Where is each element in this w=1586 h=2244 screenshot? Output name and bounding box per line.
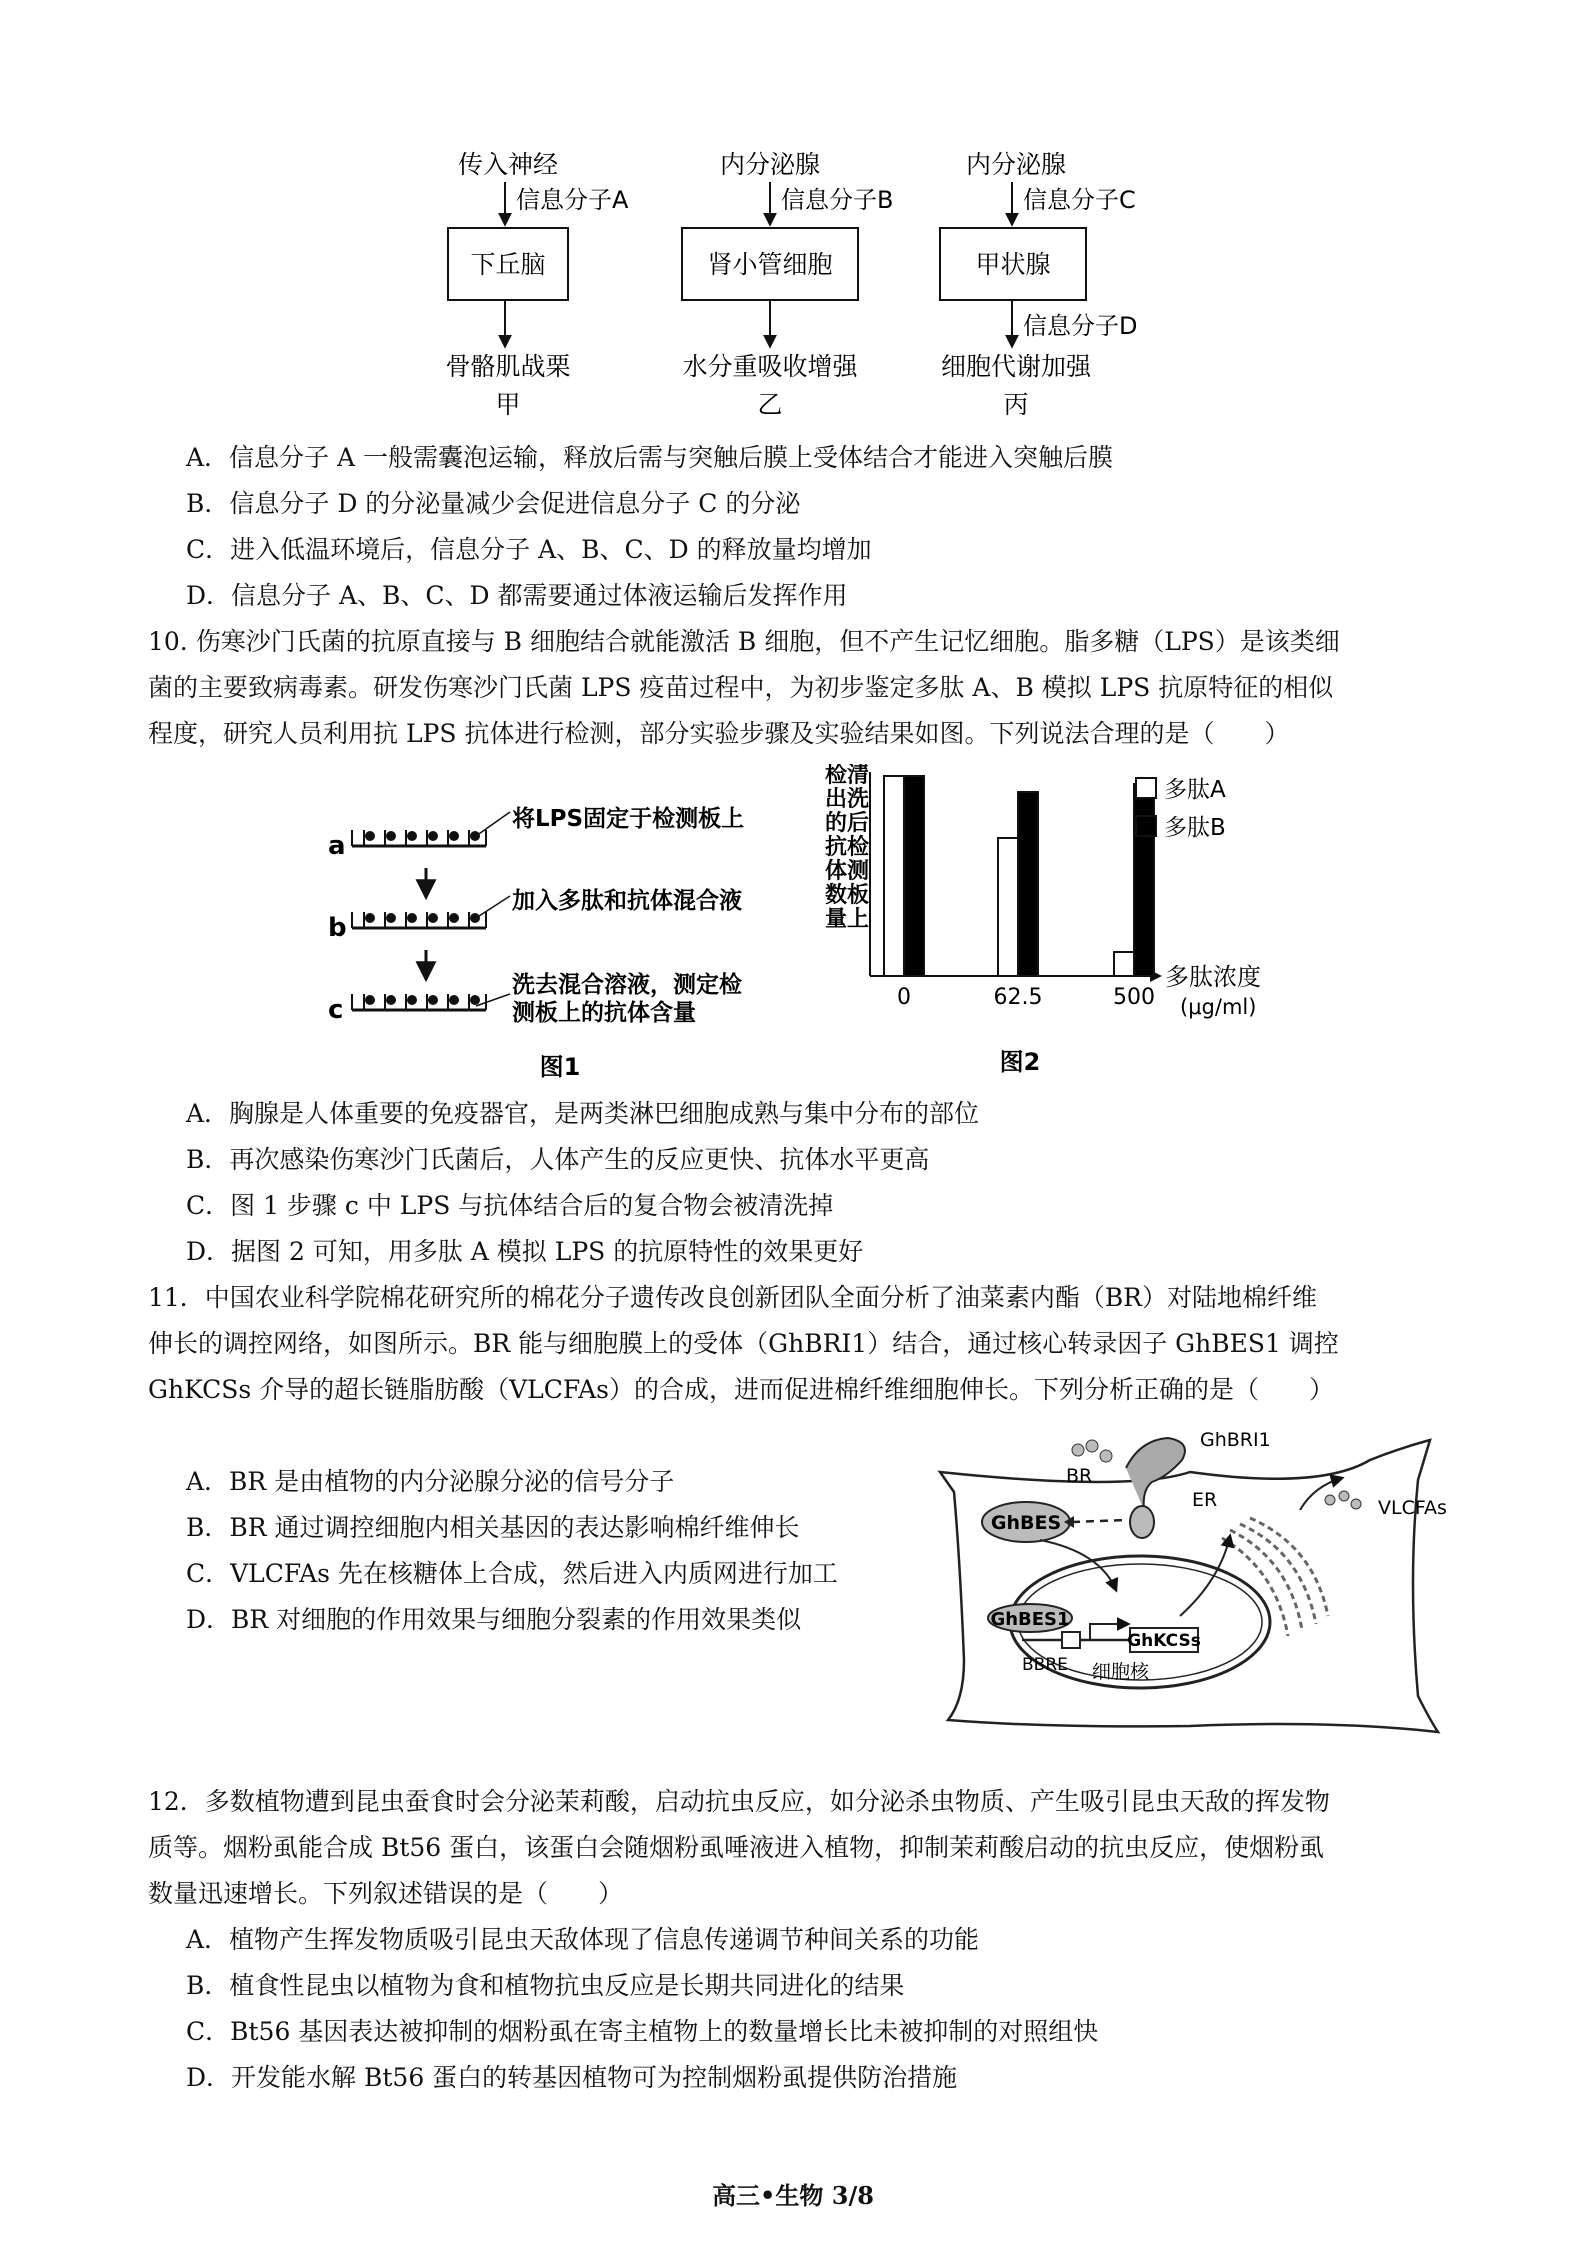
ghbes-label: GhBES <box>990 1512 1062 1534</box>
yi-source: 内分泌腺 <box>719 150 821 179</box>
jia-result: 骨骼肌战栗 <box>445 352 571 381</box>
bing-result: 细胞代谢加强 <box>940 352 1092 381</box>
q11-option-d[interactable]: D．BR 对细胞的作用效果与细胞分裂素的作用效果类似 <box>186 1605 802 1634</box>
q9-signal-diagram <box>400 140 1220 440</box>
chart-y-label <box>825 764 869 932</box>
svg-text:后: 后 <box>846 811 870 836</box>
svg-text:测: 测 <box>846 859 870 884</box>
q11-cell-diagram <box>930 1420 1470 1740</box>
q12-stem-line3: 数量迅速增长。下列叙述错误的是（ ） <box>148 1879 624 1908</box>
fig1-step-c-text2: 测板上的抗体含量 <box>512 1000 696 1026</box>
br-label: BR <box>1066 1465 1093 1487</box>
q12-option-d[interactable]: D．开发能水解 Bt56 蛋白的转基因植物可为控制烟粉虱提供防治措施 <box>186 2063 958 2092</box>
q11-stem-line3: GhKCSs 介导的超长链脂肪酸（VLCFAs）的合成，进而促进棉纤维细胞伸长。下列分析正确的是（ ） <box>148 1375 1334 1404</box>
q9-option-b[interactable]: B．信息分子 D 的分泌量减少会促进信息分子 C 的分泌 <box>186 489 801 518</box>
signal-d-label: 信息分子D <box>1023 312 1138 340</box>
chart-x-label: 多肽浓度 <box>1165 963 1261 991</box>
signal-c-label: 信息分子C <box>1023 186 1136 214</box>
fig2-caption: 图2 <box>999 1048 1041 1076</box>
svg-text:抗: 抗 <box>824 835 848 860</box>
svg-text:检: 检 <box>824 764 848 788</box>
svg-text:量: 量 <box>824 907 848 932</box>
q10-stem-line2: 菌的主要致病毒素。研发伤寒沙门氏菌 LPS 疫苗过程中，为初步鉴定多肽 A、B 模拟 LPS 抗原特征的相似 <box>148 673 1334 702</box>
bing-source: 内分泌腺 <box>965 150 1067 179</box>
bar-a-0 <box>884 776 904 976</box>
svg-text:数: 数 <box>824 883 848 908</box>
q10-stem-line3: 程度，研究人员利用抗 LPS 抗体进行检测，部分实验步骤及实验结果如图。下列说法合理的是（ ） <box>148 719 1290 748</box>
svg-text:洗: 洗 <box>846 787 870 812</box>
svg-text:的: 的 <box>824 811 848 836</box>
q10-option-b[interactable]: B．再次感染伤寒沙门氏菌后，人体产生的反应更快、抗体水平更高 <box>186 1145 930 1174</box>
bar-b-0 <box>904 776 924 976</box>
yi-result: 水分重吸收增强 <box>682 352 858 381</box>
q12-stem-line2: 质等。烟粉虱能合成 Bt56 蛋白，该蛋白会随烟粉虱唾液进入植物，抑制茉莉酸启动的抗虫反应，使烟粉虱 <box>148 1833 1325 1862</box>
thyroid-box: 甲状腺 <box>975 250 1051 279</box>
kidney-tubule-box: 肾小管细胞 <box>707 250 833 279</box>
q9-option-c[interactable]: C．进入低温环境后，信息分子 A、B、C、D 的释放量均增加 <box>186 535 872 564</box>
legend-label-0: 多肽A <box>1164 777 1226 803</box>
hypothalamus-box: 下丘脑 <box>470 250 546 279</box>
q11-stem-line2: 伸长的调控网络，如图所示。BR 能与细胞膜上的受体（GhBRI1）结合，通过核心转录因子 GhBES1 调控 <box>148 1329 1339 1358</box>
diagram-group-jia <box>445 150 629 419</box>
diagram-group-yi <box>682 150 893 419</box>
fig1-step-c-letter: c <box>328 995 344 1025</box>
fig1-caption: 图1 <box>539 1053 581 1080</box>
ghkcss-label: GhKCSs <box>1127 1631 1201 1651</box>
fig1-step-a-letter: a <box>328 831 346 861</box>
yi-label: 乙 <box>757 390 783 419</box>
legend-swatch-0 <box>1136 778 1156 798</box>
fig1-step-b-letter: b <box>328 913 347 943</box>
q10-option-c[interactable]: C．图 1 步骤 c 中 LPS 与抗体结合后的复合物会被清洗掉 <box>186 1191 834 1220</box>
q12-option-a[interactable]: A．植物产生挥发物质吸引昆虫天敌体现了信息传递调节种间关系的功能 <box>186 1925 980 1954</box>
q10-figure2-chart <box>810 764 1270 1080</box>
svg-text:出: 出 <box>824 787 848 812</box>
svg-text:清: 清 <box>846 764 870 788</box>
q11-option-b[interactable]: B．BR 通过调控细胞内相关基因的表达影响棉纤维伸长 <box>186 1513 800 1542</box>
bar-b-2 <box>1134 784 1154 976</box>
jia-source: 传入神经 <box>457 150 559 179</box>
x-tick-label: 62.5 <box>993 985 1043 1010</box>
page-footer: 高三•生物 3/8 <box>712 2181 874 2210</box>
fig1-step-c-text: 洗去混合溶液，测定检 <box>512 972 742 998</box>
legend-label-1: 多肽B <box>1164 815 1226 841</box>
nucleus-label: 细胞核 <box>1092 1661 1150 1683</box>
vlcfas-label: VLCFAs <box>1378 1497 1447 1519</box>
chart-x-unit: (μg/ml) <box>1180 995 1257 1019</box>
fig1-step-b-text: 加入多肽和抗体混合液 <box>512 888 742 914</box>
q12-option-c[interactable]: C．Bt56 基因表达被抑制的烟粉虱在寄主植物上的数量增长比未被抑制的对照组快 <box>186 2017 1099 2046</box>
signal-b-label: 信息分子B <box>781 186 894 214</box>
q10-option-a[interactable]: A．胸腺是人体重要的免疫器官，是两类淋巴细胞成熟与集中分布的部位 <box>186 1099 980 1128</box>
bar-a-1 <box>998 838 1018 976</box>
q12-stem-line1: 12．多数植物遭到昆虫蚕食时会分泌茉莉酸，启动抗虫反应，如分泌杀虫物质、产生吸引昆虫天敌的挥发物 <box>148 1787 1330 1816</box>
svg-text:上: 上 <box>846 907 870 932</box>
legend-swatch-1 <box>1136 816 1156 836</box>
bbre-label: BBRE <box>1022 1655 1068 1675</box>
q11-option-a[interactable]: A．BR 是由植物的内分泌腺分泌的信号分子 <box>186 1467 675 1496</box>
svg-text:检: 检 <box>846 835 870 860</box>
signal-a-label: 信息分子A <box>516 186 629 214</box>
diagram-group-bing <box>940 150 1137 419</box>
bar-a-2 <box>1114 952 1134 976</box>
bing-label: 丙 <box>1003 390 1029 419</box>
ghbes1-label: GhBES1 <box>990 1609 1070 1630</box>
q11-option-c[interactable]: C．VLCFAs 先在核糖体上合成，然后进入内质网进行加工 <box>186 1559 838 1588</box>
bar-b-1 <box>1018 792 1038 976</box>
ghbri1-label: GhBRI1 <box>1200 1429 1271 1451</box>
q12-option-b[interactable]: B．植食性昆虫以植物为食和植物抗虫反应是长期共同进化的结果 <box>186 1971 905 2000</box>
q10-option-d[interactable]: D．据图 2 可知，用多肽 A 模拟 LPS 的抗原特性的效果更好 <box>186 1237 864 1266</box>
svg-text:体: 体 <box>824 859 848 884</box>
svg-text:板: 板 <box>846 883 870 908</box>
q10-figure1 <box>320 780 800 1080</box>
q10-stem-line1: 10. 伤寒沙门氏菌的抗原直接与 B 细胞结合就能激活 B 细胞，但不产生记忆细胞。脂多糖（LPS）是该类细 <box>148 627 1340 656</box>
q9-option-a[interactable]: A．信息分子 A 一般需囊泡运输，释放后需与突触后膜上受体结合才能进入突触后膜 <box>186 443 1114 472</box>
x-tick-label: 500 <box>1113 985 1155 1010</box>
x-tick-label: 0 <box>897 985 911 1010</box>
q11-stem-line1: 11．中国农业科学院棉花研究所的棉花分子遗传改良创新团队全面分析了油菜素内酯（BR）对陆地棉纤维 <box>148 1283 1318 1312</box>
er-label: ER <box>1192 1489 1218 1511</box>
q9-option-d[interactable]: D．信息分子 A、B、C、D 都需要通过体液运输后发挥作用 <box>186 581 848 610</box>
fig1-step-a-text: 将LPS固定于检测板上 <box>512 806 745 832</box>
jia-label: 甲 <box>495 390 521 419</box>
